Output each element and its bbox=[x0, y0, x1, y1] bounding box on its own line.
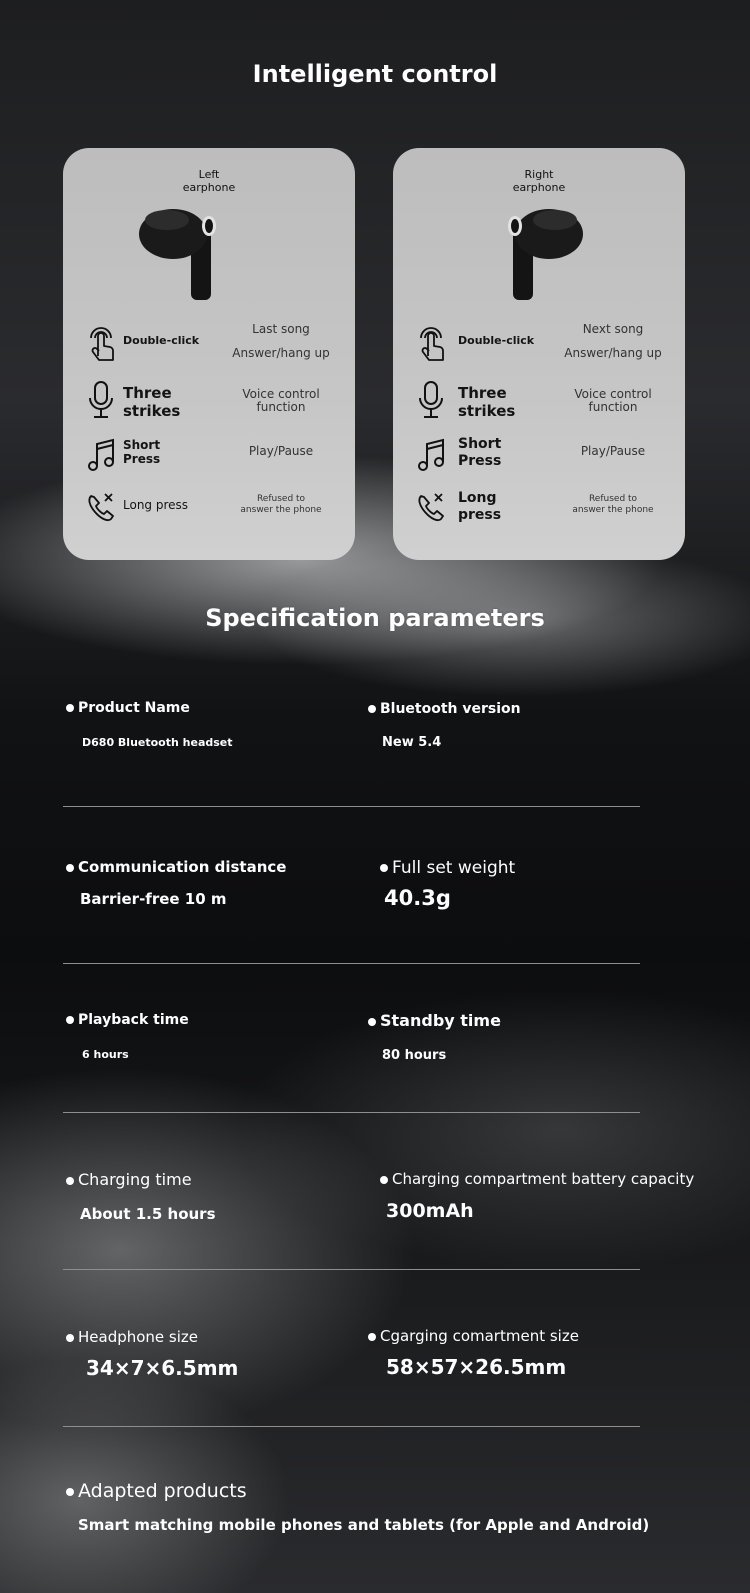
control-row-long-press bbox=[393, 488, 685, 538]
music-note-icon bbox=[85, 434, 117, 478]
tap-icon bbox=[85, 320, 117, 364]
control-function: Play/Pause bbox=[248, 444, 314, 458]
spec-value: 6 hours bbox=[82, 1048, 129, 1061]
spec-value: 300mAh bbox=[386, 1200, 474, 1222]
spec-divider bbox=[63, 963, 640, 964]
spec-value: D680 Bluetooth headset bbox=[82, 736, 233, 749]
bullet-dot bbox=[66, 1177, 74, 1185]
control-row-double-click bbox=[63, 320, 355, 370]
card-heading-line1: Right bbox=[524, 168, 554, 181]
control-label-line1: Three bbox=[458, 384, 507, 402]
bullet-dot bbox=[66, 864, 74, 872]
spec-key: Charging compartment battery capacity bbox=[392, 1170, 695, 1188]
microphone-icon bbox=[85, 380, 117, 424]
spec-key: Communication distance bbox=[78, 858, 287, 876]
spec-item-product-name bbox=[66, 700, 233, 749]
spec-item-charging-time bbox=[66, 1170, 216, 1223]
spec-item-battery-capacity bbox=[380, 1170, 694, 1222]
spec-divider bbox=[63, 1269, 640, 1270]
bullet-dot bbox=[66, 1016, 74, 1024]
bullet-dot bbox=[380, 1176, 388, 1184]
spec-item-adapted-products bbox=[66, 1480, 649, 1534]
control-function-line2: function bbox=[588, 400, 638, 414]
control-label: Double-click bbox=[458, 334, 535, 347]
bullet-dot bbox=[368, 1333, 376, 1341]
control-function-line1: Voice control bbox=[242, 387, 320, 401]
section-title-intelligent-control: Intelligent control bbox=[252, 60, 498, 88]
card-heading-line1: Left bbox=[198, 168, 220, 181]
left-earbud-image bbox=[63, 196, 355, 306]
control-row-three-strikes bbox=[63, 380, 355, 430]
spec-key: Playback time bbox=[78, 1012, 189, 1028]
control-function-line1: Next song bbox=[582, 322, 644, 336]
spec-value: 80 hours bbox=[382, 1048, 447, 1063]
control-function-line2: answer the phone bbox=[240, 505, 322, 515]
control-function-line1: Last song bbox=[252, 322, 310, 336]
control-label-line2: strikes bbox=[458, 402, 516, 420]
tap-icon bbox=[415, 320, 447, 364]
spec-divider bbox=[63, 1112, 640, 1113]
spec-value: 34×7×6.5mm bbox=[86, 1356, 239, 1380]
control-function: Play/Pause bbox=[580, 444, 646, 458]
control-row-short-press bbox=[393, 434, 685, 484]
control-label-line1: Short bbox=[458, 436, 502, 452]
control-function-line1: Refused to bbox=[256, 494, 306, 504]
control-label-line2: Press bbox=[123, 452, 161, 466]
control-function-line2: function bbox=[256, 400, 306, 414]
spec-divider bbox=[63, 1426, 640, 1427]
control-label-line2: press bbox=[458, 507, 502, 523]
spec-key: Charging time bbox=[78, 1170, 192, 1189]
right-earbud-image bbox=[393, 196, 685, 306]
control-label: Double-click bbox=[123, 334, 200, 347]
control-function-line2: answer the phone bbox=[572, 505, 654, 515]
spec-item-communication-distance bbox=[66, 858, 286, 908]
control-label-line2: Press bbox=[458, 453, 502, 469]
spec-value: New 5.4 bbox=[382, 735, 442, 750]
spec-value: Smart matching mobile phones and tablets (for Apple and Android) bbox=[78, 1516, 650, 1534]
bullet-dot bbox=[380, 864, 388, 872]
control-row-double-click bbox=[393, 320, 685, 370]
microphone-icon bbox=[415, 380, 447, 424]
section-title-specification: Specification parameters bbox=[205, 604, 545, 632]
control-function-line2: Answer/hang up bbox=[564, 346, 662, 360]
left-earphone-card bbox=[63, 148, 355, 560]
control-row-three-strikes bbox=[393, 380, 685, 430]
card-heading bbox=[63, 168, 355, 194]
right-earphone-card bbox=[393, 148, 685, 560]
music-note-icon bbox=[415, 434, 447, 478]
control-label: Long press bbox=[123, 498, 189, 512]
spec-item-playback-time bbox=[66, 1012, 189, 1061]
bullet-dot bbox=[368, 1018, 376, 1026]
spec-value: Barrier-free 10 m bbox=[80, 890, 227, 908]
control-label-line2: strikes bbox=[123, 402, 181, 420]
spec-key: Adapted products bbox=[78, 1480, 247, 1502]
spec-key: Bluetooth version bbox=[380, 701, 521, 717]
bullet-dot bbox=[66, 1488, 74, 1496]
spec-key: Standby time bbox=[380, 1011, 501, 1030]
bullet-dot bbox=[66, 1334, 74, 1342]
spec-item-charging-compartment-size bbox=[368, 1327, 579, 1379]
card-heading-line2: earphone bbox=[512, 181, 566, 194]
spec-divider bbox=[63, 806, 640, 807]
spec-key: Product Name bbox=[78, 700, 190, 716]
control-label-line1: Short bbox=[123, 438, 161, 452]
card-heading bbox=[393, 168, 685, 194]
control-function-line2: Answer/hang up bbox=[232, 346, 330, 360]
card-heading-line2: earphone bbox=[182, 181, 236, 194]
spec-item-standby-time bbox=[368, 1011, 501, 1063]
control-row-short-press bbox=[63, 434, 355, 484]
spec-key: Full set weight bbox=[392, 858, 516, 878]
control-label-line1: Three bbox=[123, 384, 172, 402]
control-row-long-press bbox=[63, 488, 355, 538]
control-label-line1: Long bbox=[458, 490, 497, 506]
spec-value: About 1.5 hours bbox=[80, 1205, 216, 1223]
spec-value: 58×57×26.5mm bbox=[386, 1355, 567, 1379]
spec-item-full-set-weight bbox=[380, 858, 515, 910]
control-function-line1: Refused to bbox=[588, 494, 638, 504]
spec-value: 40.3g bbox=[384, 886, 451, 910]
bullet-dot bbox=[66, 704, 74, 712]
phone-reject-icon bbox=[85, 488, 117, 532]
control-function-line1: Voice control bbox=[574, 387, 652, 401]
spec-key: Headphone size bbox=[78, 1328, 199, 1346]
spec-key: Cgarging comartment size bbox=[380, 1327, 579, 1345]
phone-reject-icon bbox=[415, 488, 447, 532]
bullet-dot bbox=[368, 705, 376, 713]
spec-item-headphone-size bbox=[66, 1328, 238, 1380]
spec-item-bluetooth-version bbox=[368, 701, 521, 750]
